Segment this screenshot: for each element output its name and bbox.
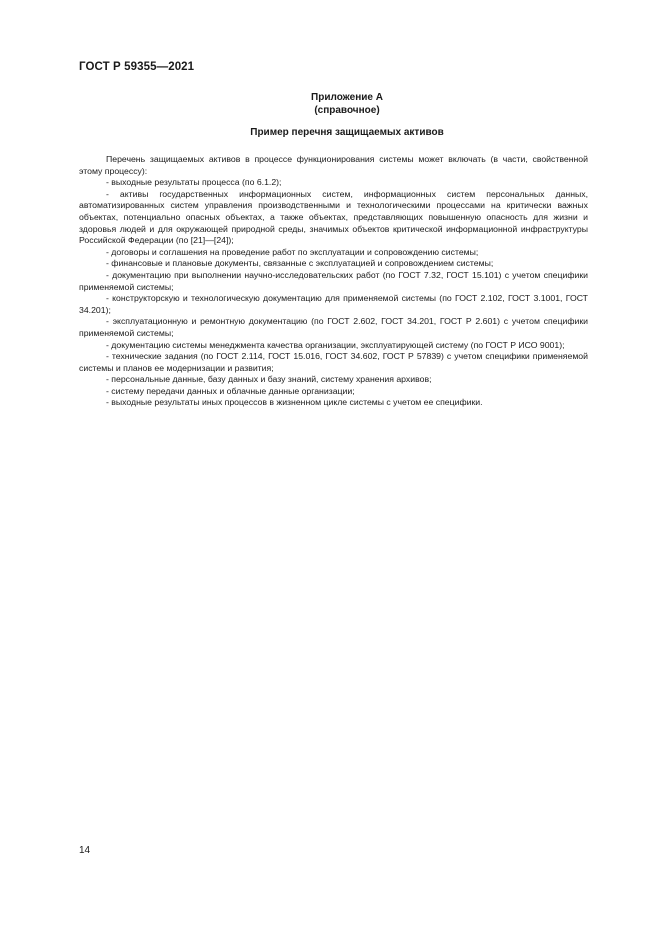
document-code: ГОСТ Р 59355—2021 [79, 61, 195, 73]
list-item: - активы государственных информационных систем, информационных систем персональных данных, автоматизированных систем управления производственными и технологическими процессами на критически важных объектах, потенциально опасных объектах, а также объектах, представляющих повышенную опасность для жизни и здоровья людей и для окружающей природной среды, значимых объектов критической информационной инфраструктуры Российской Федерации (по [21]—[24]); [79, 188, 588, 246]
document-body [79, 154, 588, 409]
list-item: - документацию системы менеджмента качества организации, эксплуатирующей систему (по ГОСТ Р ИСО 9001); [106, 339, 565, 350]
annex-title: Приложение А [311, 92, 383, 103]
annex-status: (справочное) [314, 105, 380, 116]
list-item: - конструкторскую и технологическую документацию для применяемой системы (по ГОСТ 2.102, ГОСТ 3.1001, ГОСТ 34.201); [79, 293, 588, 315]
list-item: - персональные данные, базу данных и базу знаний, систему хранения архивов; [106, 374, 432, 385]
list-item: - выходные результаты иных процессов в жизненном цикле системы с учетом ее специфики. [106, 397, 483, 408]
list-item: - финансовые и плановые документы, связанные с эксплуатацией и сопровождением системы; [106, 258, 494, 269]
annex-heading [240, 91, 454, 117]
page-number: 14 [79, 845, 91, 856]
list-item: - технические задания (по ГОСТ 2.114, ГОСТ 15.016, ГОСТ 34.602, ГОСТ Р 57839) с учетом специфики применяемой системы и планов ее модернизации и развития; [79, 351, 588, 373]
section-title: Пример перечня защищаемых активов [250, 127, 444, 138]
list-item: - систему передачи данных и облачные данные организации; [106, 385, 355, 396]
list-item: - документацию при выполнении научно-исследовательских работ (по ГОСТ 7.32, ГОСТ 15.101) с учетом специфики применяемой системы; [79, 269, 588, 292]
intro-paragraph: Перечень защищаемых активов в процессе функционирования системы может включать (в части, свойственной этому процессу): [79, 154, 588, 176]
list-item: - выходные результаты процесса (по 6.1.2); [106, 177, 282, 188]
list-item: - договоры и соглашения на проведение работ по эксплуатации и сопровождению системы; [106, 246, 479, 257]
list-item: - эксплуатационную и ремонтную документацию (по ГОСТ 2.602, ГОСТ 34.201, ГОСТ Р 2.601) с учетом специфики применяемой системы; [79, 316, 588, 338]
